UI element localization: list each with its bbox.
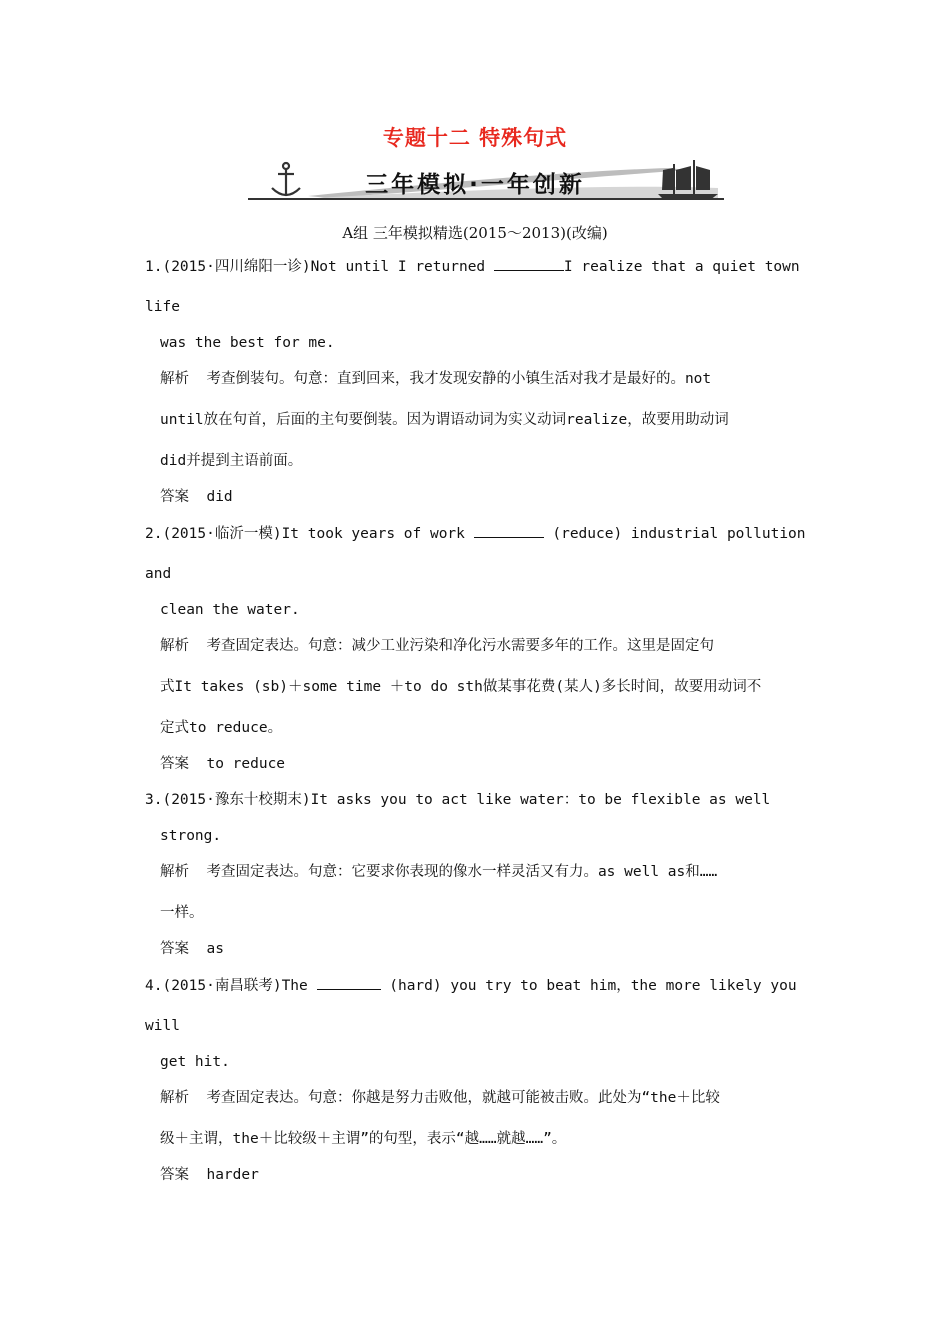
answer-3: 答案 as [160,941,224,957]
banner-text: 三年模拟·一年创新 [365,172,585,198]
question-4-line2: will [145,1018,180,1034]
analysis-1-line2: until放在句首，后面的主句要倒装。因为谓语动词为实义动词realize，故要用助动词 [160,412,729,428]
question-3-line2: strong. [160,828,222,844]
question-1-line1: 1.(2015·四川绵阳一诊)Not until I returned I realize that a quiet town [145,256,800,277]
question-1-line3: was the best for me. [160,335,335,351]
question-3-line1: 3.(2015·豫东十校期末)It asks you to act like water：to be flexible as well [145,792,771,808]
analysis-1-line1: 解析 考查倒装句。句意：直到回来，我才发现安静的小镇生活对我才是最好的。not [160,371,712,387]
answer-blank [494,256,564,271]
answer-2: 答案 to reduce [160,756,286,772]
analysis-3-line2: 一样。 [160,905,204,921]
analysis-1-line3: did并提到主语前面。 [160,453,303,469]
answer-1: 答案 did [160,489,233,505]
analysis-2-line3: 定式to reduce。 [160,720,283,736]
answer-4: 答案 harder [160,1167,259,1183]
analysis-4-line2: 级＋主谓，the＋比较级＋主谓”的句型，表示“越……就越……”。 [160,1131,567,1147]
question-1-line2: life [145,299,180,315]
question-4-line1: 4.(2015·南昌联考)The (hard) you try to beat him，the more likely you [145,975,797,996]
question-2-line2: and [145,566,172,582]
answer-blank [317,975,381,990]
analysis-3-line1: 解析 考查固定表达。句意：它要求你表现的像水一样灵活又有力。as well as和…… [160,864,718,880]
ship-icon [658,160,718,200]
answer-blank [474,523,544,538]
analysis-2-line1: 解析 考查固定表达。句意：减少工业污染和净化污水需要多年的工作。这里是固定句 [160,638,714,654]
question-2-line1: 2.(2015·临沂一模)It took years of work (reduce) industrial pollution [145,523,806,544]
question-4-line3: get hit. [160,1054,230,1070]
anchor-icon [272,163,300,196]
group-title: A组 三年模拟精选(2015～2013)(改编) [342,224,608,242]
analysis-4-line1: 解析 考查固定表达。句意：你越是努力击败他，就越可能被击败。此处为“the＋比较 [160,1090,720,1106]
analysis-2-line2: 式It takes (sb)＋some time ＋to do sth做某事花费(某人)多长时间，故要用动词不 [160,679,762,695]
section-title: 专题十二 特殊句式 [382,126,568,150]
question-2-line3: clean the water. [160,602,300,618]
